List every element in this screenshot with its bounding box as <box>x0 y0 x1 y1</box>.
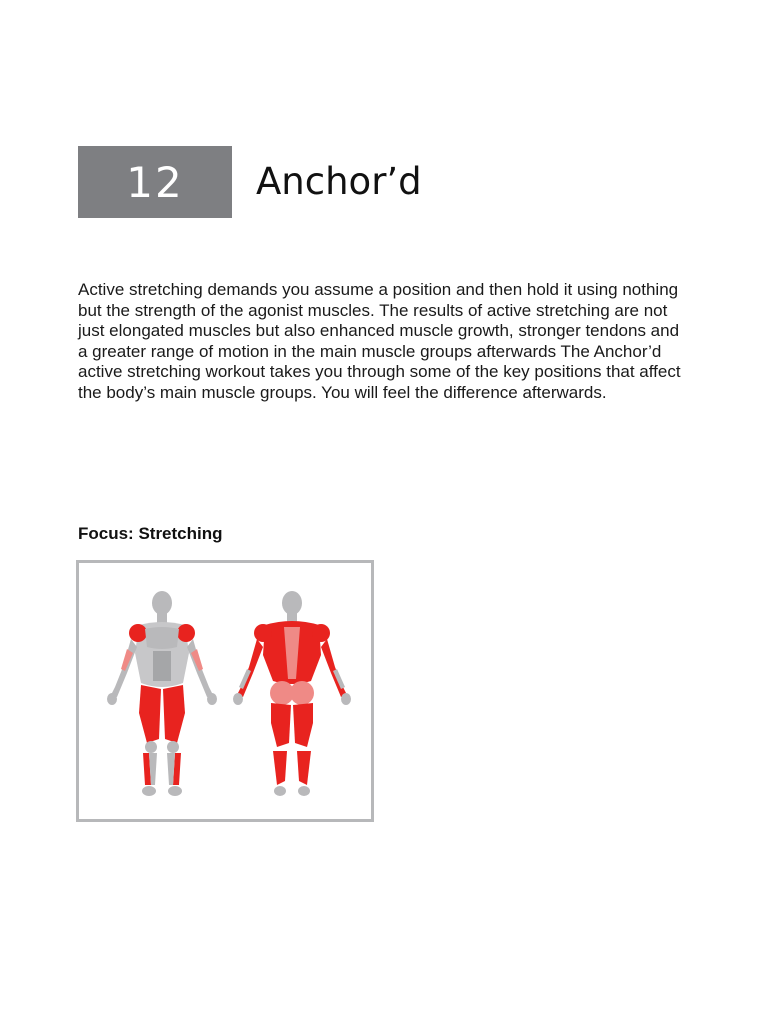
back-body-figure <box>233 591 351 796</box>
chapter-number: 12 <box>126 157 184 207</box>
intro-paragraph: Active stretching demands you assume a position and then hold it using nothing but the strength of the agonist muscles. The results of active stretching are not just elongated muscles but also enhanced muscle growth, stronger tendons and a greater range of motion in the main muscle groups afterwards The Anchor’d active stretching workout takes you through some of the key positions that affect the body’s main muscle groups. You will feel the difference afterwards. <box>78 280 681 402</box>
muscle-map-icon <box>79 563 371 819</box>
focus-label: Focus: Stretching <box>78 524 223 543</box>
front-body-figure <box>107 591 217 796</box>
page-title: Anchor’d <box>256 160 422 203</box>
muscle-map-figure <box>76 560 374 822</box>
chapter-number-badge <box>78 146 232 218</box>
